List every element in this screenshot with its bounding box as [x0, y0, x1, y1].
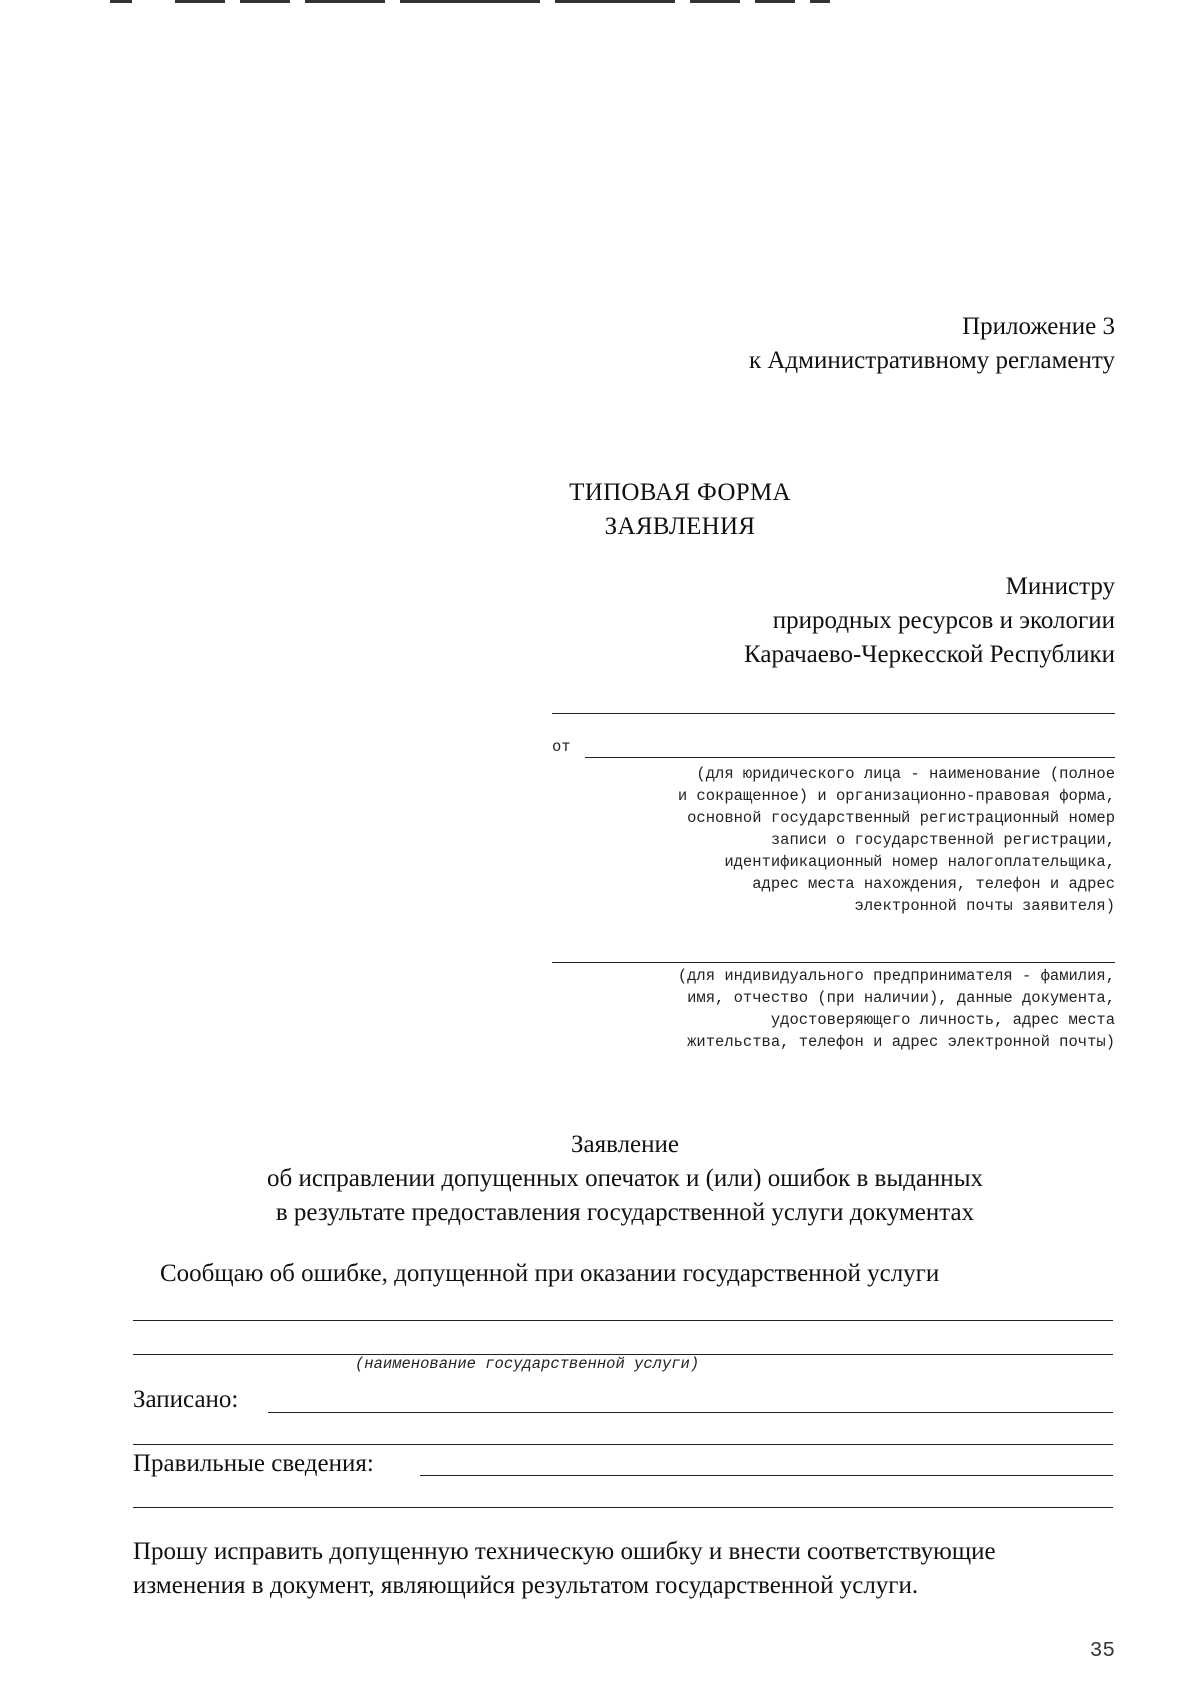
- recorded-continuation-line: [133, 1444, 1113, 1445]
- scan-mark: [400, 0, 540, 3]
- recorded-field-line: [268, 1412, 1113, 1413]
- service-name-caption: (наименование государственной услуги): [355, 1355, 700, 1373]
- entrepreneur-note-line: имя, отчество (при наличии), данные документа,: [687, 989, 1115, 1007]
- form-title: [440, 476, 920, 544]
- legal-entity-note-line: электронной почты заявителя): [854, 897, 1115, 915]
- entrepreneur-field-line: [552, 962, 1115, 963]
- request-text-line2: изменения в документ, являющийся результатом государственной услуги.: [133, 1572, 919, 1599]
- request-text-line1: Прошу исправить допущенную техническую ошибку и внести соответствующие: [133, 1538, 996, 1565]
- entrepreneur-note-line: удостоверяющего личность, адрес места: [770, 1011, 1115, 1029]
- legal-entity-note-line: записи о государственной регистрации,: [770, 831, 1115, 849]
- statement-subtitle-line1: об исправлении допущенных опечаток и (или) ошибок в выданных: [266, 1165, 983, 1192]
- scan-mark: [175, 0, 225, 3]
- page-number: 35: [1089, 1640, 1115, 1663]
- scan-mark: [305, 0, 385, 3]
- legal-entity-note: [678, 763, 1115, 917]
- legal-entity-note-line: идентификационный номер налогоплательщика,: [724, 853, 1115, 871]
- recorded-label: Записано:: [133, 1386, 239, 1413]
- from-label: от: [552, 738, 571, 756]
- statement-title: Заявление: [570, 1131, 680, 1158]
- appendix-reference: к Административному регламенту: [748, 347, 1115, 374]
- addressee-block: [744, 570, 1115, 672]
- service-name-line-1: [133, 1320, 1113, 1321]
- addressee-line2: природных ресурсов и экологии: [772, 607, 1115, 634]
- correct-info-continuation-line: [133, 1507, 1113, 1508]
- scan-mark: [755, 0, 795, 3]
- legal-entity-note-line: адрес места нахождения, телефон и адрес: [752, 875, 1115, 893]
- statement-subtitle-line2: в результате предоставления государственной услуги документах: [275, 1199, 975, 1226]
- legal-entity-note-line: (для юридического лица - наименование (полное: [696, 765, 1115, 783]
- scan-mark: [555, 0, 675, 3]
- addressee-line1: Министру: [1005, 573, 1115, 600]
- scan-mark: [810, 0, 830, 3]
- correct-info-label: Правильные сведения:: [133, 1450, 374, 1477]
- applicant-field-line: [585, 757, 1115, 758]
- entrepreneur-note-line: (для индивидуального предпринимателя - фамилия,: [677, 967, 1115, 985]
- applicant-blank-line: [552, 713, 1115, 714]
- scan-mark: [110, 0, 132, 3]
- request-text: [133, 1535, 996, 1603]
- scan-mark: [240, 0, 290, 3]
- appendix-header: [749, 310, 1115, 378]
- form-title-line2: ЗАЯВЛЕНИЯ: [604, 513, 756, 540]
- addressee-line3: Карачаево-Черкесской Республики: [744, 641, 1115, 668]
- statement-heading: [150, 1128, 1100, 1230]
- entrepreneur-note-line: жительства, телефон и адрес электронной почты): [687, 1033, 1115, 1051]
- legal-entity-note-line: и сокращенное) и организационно-правовая форма,: [677, 787, 1115, 805]
- form-title-line1: ТИПОВАЯ ФОРМА: [569, 479, 791, 506]
- appendix-number: Приложение 3: [962, 313, 1115, 340]
- entrepreneur-note: [678, 965, 1115, 1053]
- report-error-text: Сообщаю об ошибке, допущенной при оказании государственной услуги: [160, 1260, 940, 1287]
- scan-mark: [690, 0, 740, 3]
- correct-info-field-line: [420, 1475, 1113, 1476]
- legal-entity-note-line: основной государственный регистрационный номер: [687, 809, 1115, 827]
